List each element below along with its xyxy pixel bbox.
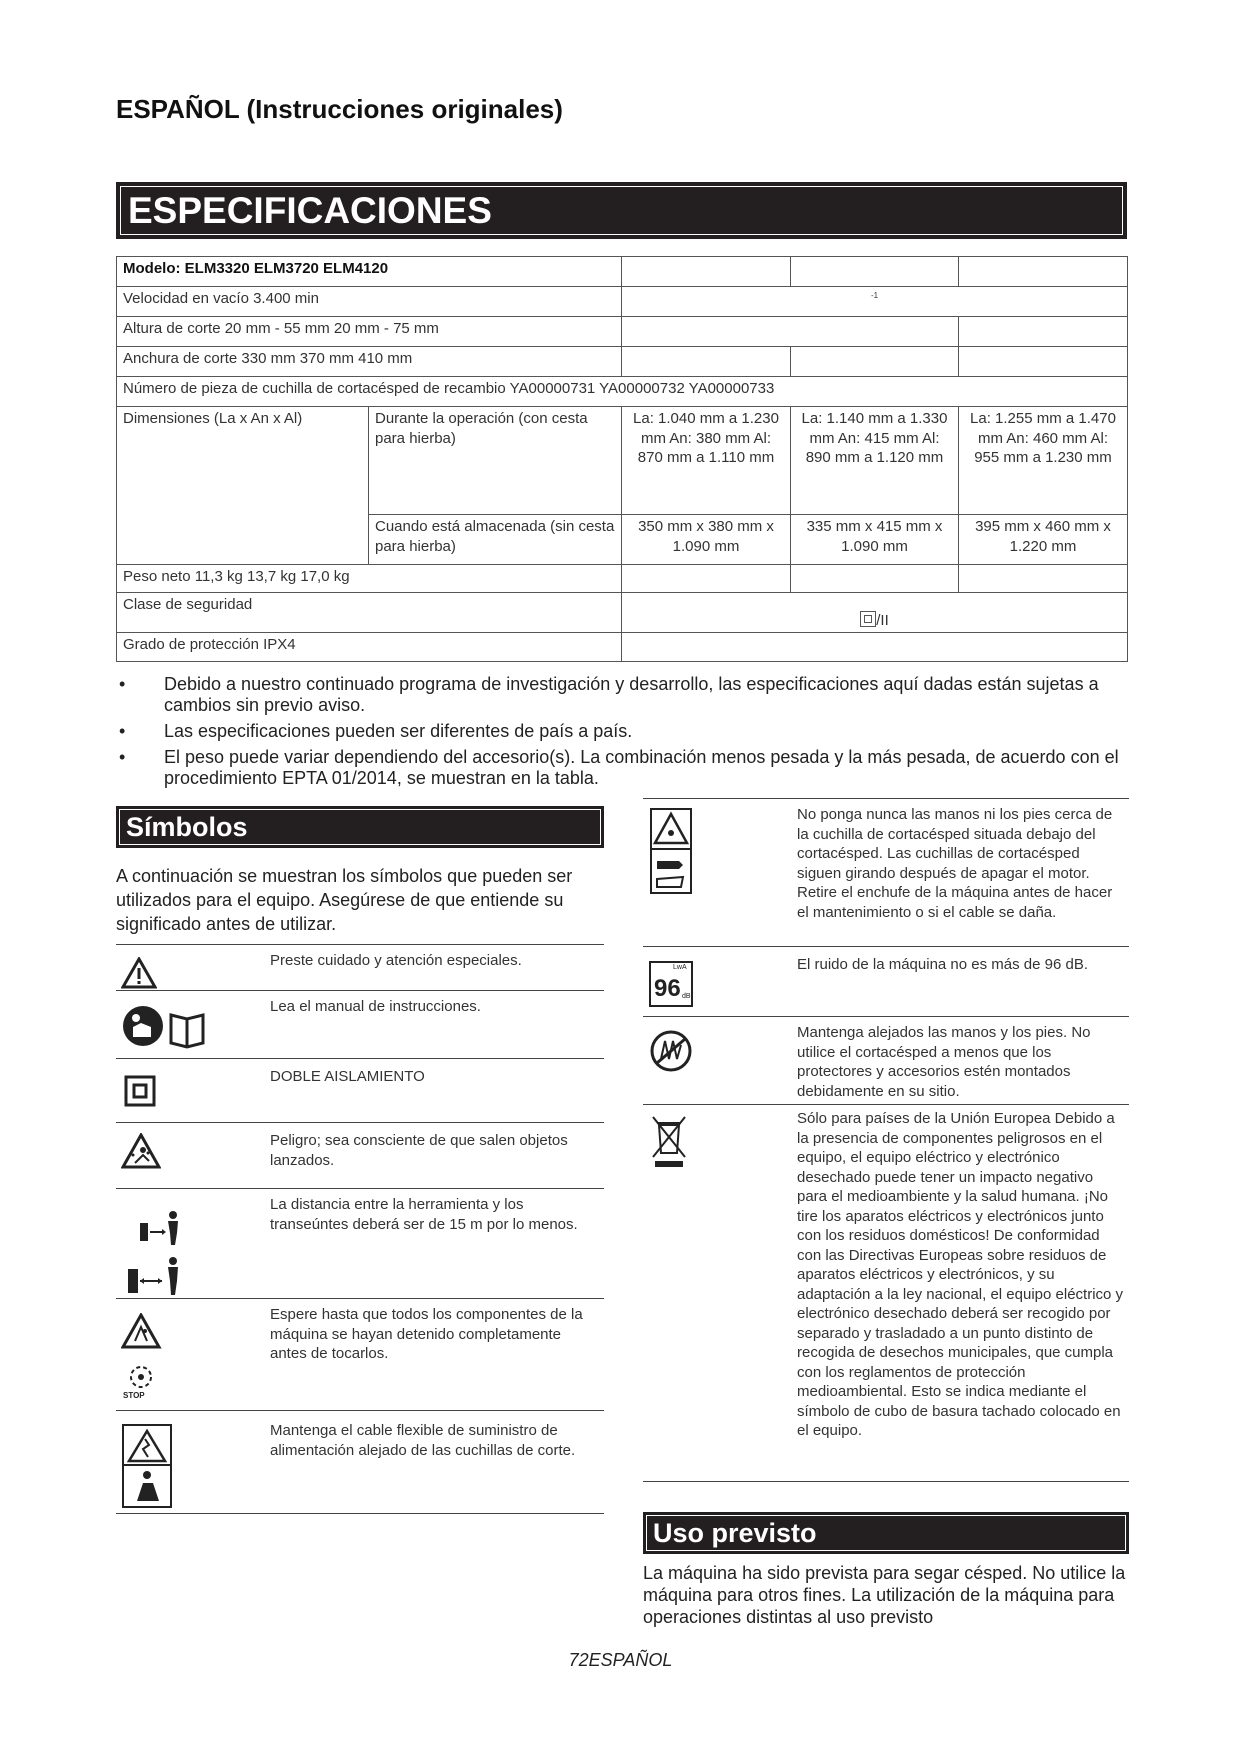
symbol-row-cable-away (116, 1410, 604, 1514)
read-manual-icon (121, 1003, 221, 1049)
specifications-table (116, 256, 1128, 662)
note-item: • Las especificaciones pueden ser diferentes de país a país. (116, 721, 1136, 742)
specifications-heading: ESPECIFICACIONES (116, 182, 1127, 239)
noise-unit: dB (682, 993, 691, 1000)
blade-part-row: Número de pieza de cuchilla de cortacésped de recambio YA00000731 YA00000732 YA00000733 (117, 377, 1128, 407)
symbol-text: Lea el manual de instrucciones. (270, 998, 481, 1015)
symbol-text: Mantenga alejados las manos y los pies. No utilice el cortacésped a menos que los protectores y accesorios estén montados debidamente en su sitio. (797, 1024, 1091, 1100)
during-op-value-elm3720: La: 1.140 mm a 1.330 mm An: 415 mm Al: 890 mm a 1.120 mm (791, 407, 959, 515)
symbol-row-weee (643, 1104, 1129, 1482)
cable-away-from-blades-icon (121, 1423, 173, 1509)
symbol-row-double-insulation (116, 1058, 604, 1122)
notes-list (116, 674, 1136, 794)
during-op-value-elm3320: La: 1.040 mm a 1.230 mm An: 380 mm Al: 870 mm a 1.110 mm (622, 407, 791, 515)
during-operation-label: Durante la operación (con cesta para hierba) (369, 407, 622, 515)
stop-label: STOP (123, 1391, 145, 1400)
safety-class-value: /II (876, 611, 889, 629)
symbol-text: No ponga nunca las manos ni los pies cerca de la cuchilla de cortacésped situada debajo del cortacésped. Las cuchillas de cortacésped siguen girando después de apagar el motor. Retire el enchufe de la máquina antes de hacer el mantenimiento o si el cable se daña. (797, 806, 1113, 921)
page-footer: 72ESPAÑOL (568, 1650, 673, 1670)
symbol-text: Preste cuidado y atención especiales. (270, 952, 522, 969)
symbol-text: DOBLE AISLAMIENTO (270, 1068, 425, 1085)
stored-value-elm3720: 335 mm x 415 mm x 1.090 mm (791, 515, 959, 565)
speed-row: Velocidad en vacío 3.400 min (117, 287, 622, 317)
symbol-row-attention (116, 944, 604, 990)
keep-hands-feet-away-icon (649, 1029, 693, 1073)
symbol-row-bystander-distance (116, 1188, 604, 1298)
symbol-row-thrown-objects (116, 1122, 604, 1188)
warning-triangle-icon (121, 957, 157, 989)
net-weight-row: Peso neto 11,3 kg 13,7 kg 17,0 kg (117, 565, 622, 593)
stored-label: Cuando está almacenada (sin cesta para hierba) (369, 515, 622, 565)
double-insulation-square-icon (124, 1075, 156, 1107)
noise-level-icon (649, 961, 693, 1007)
note-item: • El peso puede variar dependiendo del accesorio(s). La combinación menos pesada y la más pesada, de acuerdo con el procedimiento EPTA 01/2014, se muestran en la tabla. (116, 747, 1136, 789)
symbol-row-keep-away (643, 1016, 1129, 1104)
symbols-intro: A continuación se muestran los símbolos que pueden ser utilizados para el equipo. Asegúrese de que entiende su significado antes de utilizar. (116, 866, 573, 934)
double-insulation-icon (860, 611, 876, 627)
during-op-value-elm4120: La: 1.255 mm a 1.470 mm An: 460 mm Al: 955 mm a 1.230 mm (959, 407, 1128, 515)
safety-class-label: Clase de seguridad (117, 593, 622, 633)
page-title: ESPAÑOL (Instrucciones originales) (116, 94, 563, 124)
crossed-bin-icon (649, 1113, 689, 1169)
stored-value-elm4120: 395 mm x 460 mm x 1.220 mm (959, 515, 1128, 565)
speed-unit-superscript: -1 (870, 291, 879, 300)
bystander-distance-icon (126, 1201, 186, 1297)
symbol-text: Peligro; sea consciente de que salen objetos lanzados. (270, 1132, 568, 1169)
symbol-text: Mantenga el cable flexible de suministro de alimentación alejado de las cuchillas de corte. (270, 1422, 576, 1459)
note-item: • Debido a nuestro continuado programa de investigación y desarrollo, las especificaciones aquí dadas están sujetas a cambios sin previo aviso. (116, 674, 1136, 716)
symbol-text: Sólo para países de la Unión Europea Debido a la presencia de componentes peligrosos en el equipo, el equipo eléctrico y electrónico desechado puede tener un impacto negativo para el medioambiente y la salud humana. ¡No tire los aparatos eléctricos y electrónicos junto con los residuos domésticos! De conformidad con las Directivas Europeas sobre residuos de aparatos eléctricos y electrónicos, y su adaptación a la ley nacional, el equipo eléctrico y electrónico desechado deberá ser recogido por separado y trasladado a un punto distinto de recogida de desechos municipales, que cumpla con los reglamentos de protección medioambiental. Esto se indica mediante el símbolo de cubo de basura tachado colocado en el equipo. (797, 1110, 1124, 1439)
dimensions-label: Dimensiones (La x An x Al) (117, 407, 369, 565)
model-row: Modelo: ELM3320 ELM3720 ELM4120 (117, 257, 622, 287)
symbols-heading: Símbolos (116, 806, 604, 848)
stored-value-elm3320: 350 mm x 380 mm x 1.090 mm (622, 515, 791, 565)
protection-grade-row: Grado de protección IPX4 (117, 633, 622, 662)
thrown-objects-warning-icon (121, 1133, 161, 1169)
symbol-text: Espere hasta que todos los componentes de la máquina se hayan detenido completamente antes de tocarlos. (270, 1306, 583, 1362)
noise-value: 96 (654, 975, 681, 1002)
cut-width-row: Anchura de corte 330 mm 370 mm 410 mm (117, 347, 622, 377)
intended-use-text: La máquina ha sido prevista para segar césped. No utilice la máquina para otros fines. La utilización de la máquina para operaciones distintas al uso previsto (643, 1563, 1126, 1627)
symbol-row-wait-stop (116, 1298, 604, 1410)
keep-hands-away-blade-icon (649, 807, 693, 895)
symbol-row-noise (643, 946, 1129, 1016)
symbol-row-read-manual (116, 990, 604, 1058)
noise-label: LwA (673, 964, 687, 971)
intended-use-heading: Uso previsto (643, 1512, 1129, 1554)
symbol-text: La distancia entre la herramienta y los transeúntes deberá ser de 15 m por lo menos. (270, 1196, 578, 1233)
cut-height-row: Altura de corte 20 mm - 55 mm 20 mm - 75 mm (117, 317, 622, 347)
symbol-row-hands-feet-blade (643, 798, 1129, 946)
symbol-text: El ruido de la máquina no es más de 96 dB. (797, 956, 1089, 973)
